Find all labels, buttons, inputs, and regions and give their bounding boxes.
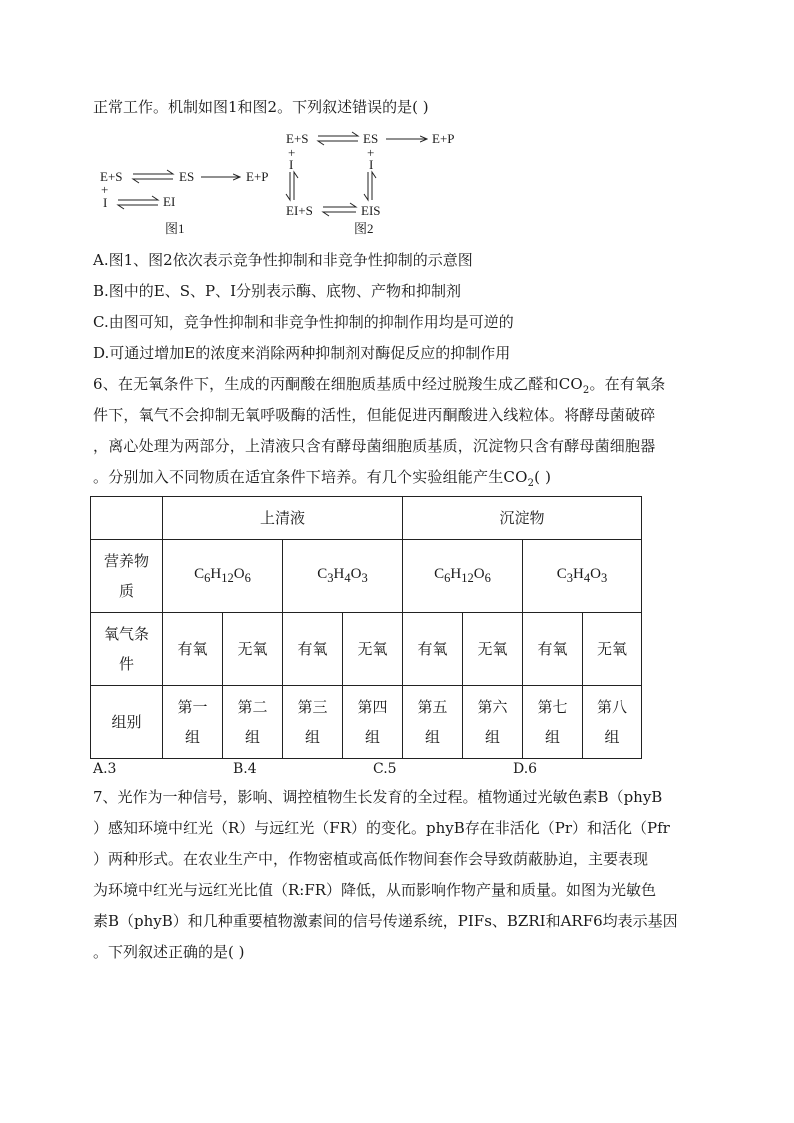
group-cell: 第三 组 bbox=[283, 686, 343, 759]
fig2-i-right: I bbox=[369, 157, 374, 172]
q6-option-d: D.6 bbox=[513, 761, 538, 777]
oxygen-cell: 有氧 bbox=[523, 613, 583, 686]
table-row-groups bbox=[91, 686, 642, 759]
oxygen-cell: 有氧 bbox=[403, 613, 463, 686]
q5-option-a: A.图1、图2依次表示竞争性抑制和非竞争性抑制的示意图 bbox=[93, 251, 473, 269]
q7-line-1: 7、光作为一种信号，影响、调控植物生长发育的全过程。植物通过光敏色素B（phyB bbox=[93, 788, 663, 806]
q6-option-a: A.3 bbox=[93, 761, 117, 777]
fig1-e-s: E+S bbox=[100, 169, 123, 184]
label-oxygen: 氧气条 件 bbox=[91, 613, 163, 686]
fig1-es: ES bbox=[179, 169, 195, 184]
fig2-e-p: E+P bbox=[432, 131, 455, 146]
q7-line-5: 素B（phyB）和几种重要植物激素间的信号传递系统，PIFs、BZRI和ARF6均表示基因 bbox=[93, 912, 678, 930]
fig2-e-s: E+S bbox=[286, 131, 309, 146]
q6-line-3: ，离心处理为两部分，上清液只含有酵母菌细胞质基质，沉淀物只含有酵母菌细胞器 bbox=[93, 437, 656, 455]
fig2-plus-left: + bbox=[288, 145, 296, 160]
fig2-ei-s: EI+S bbox=[286, 203, 313, 218]
enzyme-inhibition-arrows bbox=[0, 0, 794, 260]
fig2-vertical-arrow-left bbox=[286, 172, 298, 200]
fig1-i: I bbox=[103, 195, 108, 210]
fig2-i-left: I bbox=[289, 157, 294, 172]
q5-option-b: B.图中的E、S、P、I分别表示酶、底物、产物和抑制剂 bbox=[93, 282, 462, 300]
fig1-reversible-arrow-es bbox=[133, 170, 173, 183]
group-cell: 第五 组 bbox=[403, 686, 463, 759]
fig1-plus: + bbox=[101, 182, 109, 197]
oxygen-cell: 无氧 bbox=[343, 613, 403, 686]
q6-option-c: C.5 bbox=[373, 761, 397, 777]
oxygen-cell: 无氧 bbox=[583, 613, 642, 686]
nutrient-glucose-supernatant: $C_6H_{12}O_6$ bbox=[163, 540, 283, 613]
q7-line-6: 。下列叙述正确的是( ) bbox=[93, 943, 245, 961]
table-row-header bbox=[91, 497, 642, 540]
group-cell: 第一 组 bbox=[163, 686, 223, 759]
table-row-nutrient bbox=[91, 540, 642, 613]
table-row-oxygen bbox=[91, 613, 642, 686]
group-cell: 第六 组 bbox=[463, 686, 523, 759]
q5-option-c: C.由图可知，竞争性抑制和非竞争性抑制的抑制作用均是可逆的 bbox=[93, 313, 514, 331]
group-cell: 第二 组 bbox=[223, 686, 283, 759]
group-cell: 第七 组 bbox=[523, 686, 583, 759]
label-group: 组别 bbox=[91, 686, 163, 759]
oxygen-cell: 无氧 bbox=[463, 613, 523, 686]
q7-line-2: ）感知环境中红光（R）与远红光（FR）的变化。phyB存在非活化（Pr）和活化（Pfr bbox=[93, 819, 670, 837]
fig2-plus-right: + bbox=[367, 145, 375, 160]
question5-stem: 正常工作。机制如图1和图2。下列叙述错误的是( ) bbox=[93, 98, 429, 116]
nutrient-glucose-precipitate: $C_6H_{12}O_6$ bbox=[403, 540, 523, 613]
label-nutrient: 营养物 质 bbox=[91, 540, 163, 613]
fig2-reversible-arrow-eis bbox=[323, 203, 356, 216]
group-cell: 第八 组 bbox=[583, 686, 642, 759]
fig2-reversible-arrow-es bbox=[318, 132, 358, 145]
q6-line-4: 。分别加入不同物质在适宜条件下培养。有几个实验组能产生$CO_2$( ) bbox=[93, 468, 552, 489]
q7-line-4: 为环境中红光与远红光比值（R:FR）降低，从而影响作物产量和质量。如图为光敏色 bbox=[93, 881, 657, 899]
fig2-es: ES bbox=[363, 131, 379, 146]
q5-option-d: D.可通过增加E的浓度来消除两种抑制剂对酶促反应的抑制作用 bbox=[93, 344, 511, 362]
fig2-caption: 图2 bbox=[354, 221, 374, 236]
header-precipitate: 沉淀物 bbox=[403, 497, 642, 540]
nutrient-pyruvate-precipitate: $C_3H_4O_3$ bbox=[523, 540, 642, 613]
q6-line-2: 件下，氧气不会抑制无氧呼吸酶的活性，但能促进丙酮酸进入线粒体。将酵母菌破碎 bbox=[93, 406, 656, 424]
oxygen-cell: 有氧 bbox=[283, 613, 343, 686]
oxygen-cell: 无氧 bbox=[223, 613, 283, 686]
fig1-reversible-arrow-ei bbox=[118, 196, 158, 209]
table-corner-cell bbox=[91, 497, 163, 540]
fig1-caption: 图1 bbox=[165, 221, 185, 236]
fig2-eis: EIS bbox=[361, 203, 381, 218]
q6-line-1: 6、在无氧条件下，生成的丙酮酸在细胞质基质中经过脱羧生成乙醛和$CO_2$。在有氧条 bbox=[93, 375, 666, 396]
q6-option-b: B.4 bbox=[233, 761, 257, 777]
experiment-table bbox=[90, 496, 642, 759]
oxygen-cell: 有氧 bbox=[163, 613, 223, 686]
group-cell: 第四 组 bbox=[343, 686, 403, 759]
header-supernatant: 上清液 bbox=[163, 497, 403, 540]
fig2-vertical-arrow-right bbox=[364, 172, 376, 200]
fig1-ei: EI bbox=[163, 194, 176, 209]
nutrient-pyruvate-supernatant: $C_3H_4O_3$ bbox=[283, 540, 403, 613]
q7-line-3: ）两种形式。在农业生产中，作物密植或高低作物间套作会导致荫蔽胁迫，主要表现 bbox=[93, 850, 649, 868]
fig1-e-p: E+P bbox=[246, 169, 269, 184]
